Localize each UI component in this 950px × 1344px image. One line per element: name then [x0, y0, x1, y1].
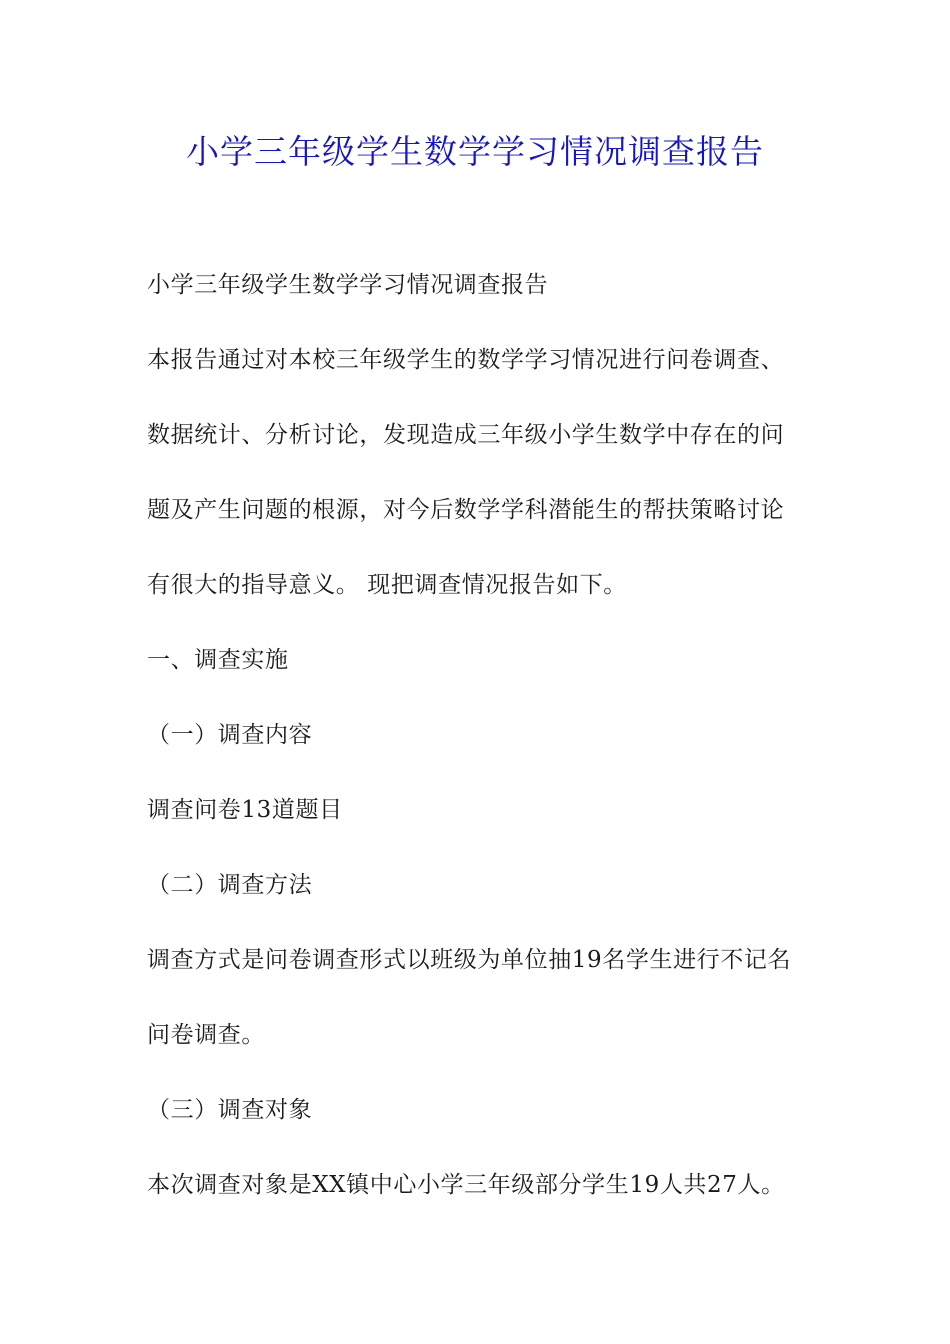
body-line-method-1: 调查方式是问卷调查形式以班级为单位抽19名学生进行不记名	[147, 947, 792, 973]
body-line-content: 调查问卷13道题目	[147, 797, 343, 823]
body-line-method-2: 问卷调查。	[147, 1022, 265, 1048]
document-title: 小学三年级学生数学学习情况调查报告	[186, 132, 764, 171]
section-heading-1: 一、调查实施	[147, 647, 289, 673]
subsection-heading-content: （一）调查内容	[147, 722, 313, 748]
body-line-subtitle: 小学三年级学生数学学习情况调查报告	[147, 272, 549, 298]
body-line-intro-2: 数据统计、分析讨论，发现造成三年级小学生数学中存在的问	[147, 422, 785, 448]
body-line-intro-4: 有很大的指导意义。 现把调查情况报告如下。	[147, 572, 627, 598]
body-line-subjects: 本次调查对象是XX镇中心小学三年级部分学生19人共27人。	[147, 1172, 785, 1198]
subsection-heading-method: （二）调查方法	[147, 872, 313, 898]
subsection-heading-subjects: （三）调查对象	[147, 1097, 313, 1123]
body-line-intro-3: 题及产生问题的根源，对今后数学学科潜能生的帮扶策略讨论	[147, 497, 785, 523]
body-line-intro-1: 本报告通过对本校三年级学生的数学学习情况进行问卷调查、	[147, 347, 785, 373]
